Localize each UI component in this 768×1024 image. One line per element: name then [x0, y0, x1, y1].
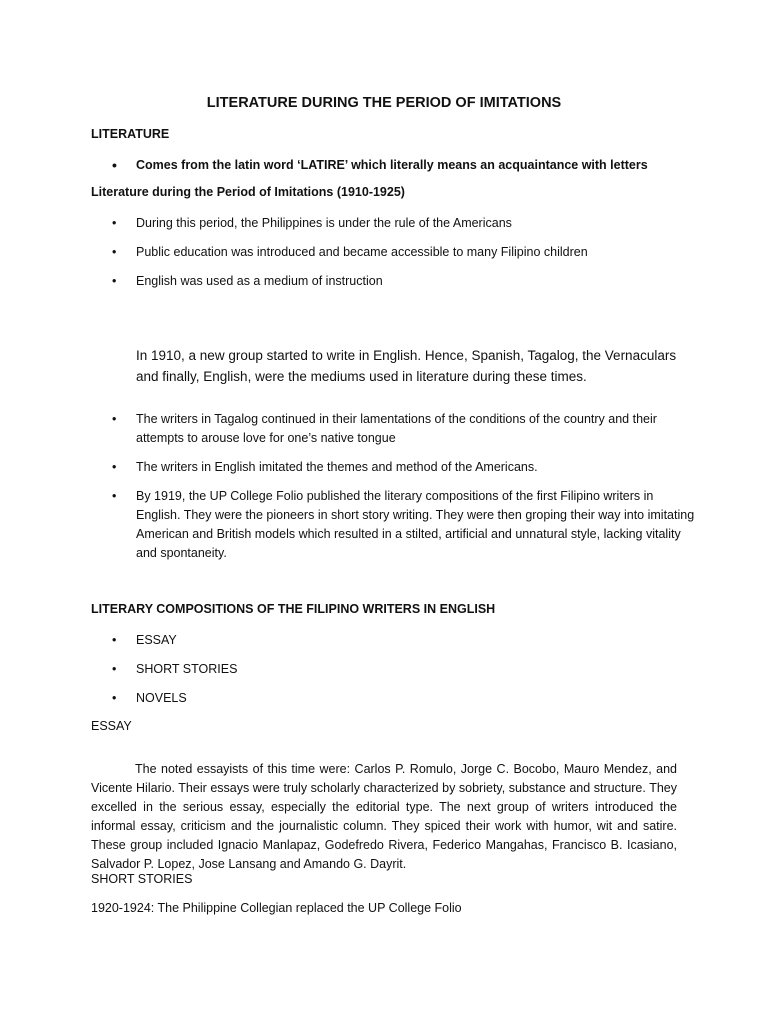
bullet-icon: •	[112, 662, 117, 676]
short-stories-heading: SHORT STORIES	[91, 872, 193, 886]
bullet-icon: •	[112, 691, 117, 705]
bullet-icon: •	[112, 489, 117, 503]
bullet-text: By 1919, the UP College Folio published the literary compositions of the first Filipino writers in English. They were the pioneers in short story writing. They were then groping their way into imitating American and British models which resulted in a stilted, artificial and unnatural style, lacking vitality and spontaneity.	[136, 489, 695, 560]
bullet-text: During this period, the Philippines is under the rule of the Americans	[136, 216, 512, 230]
document-title: LITERATURE DURING THE PERIOD OF IMITATIONS	[206, 95, 562, 111]
bullet-icon: •	[112, 216, 117, 230]
bullet-text: Comes from the latin word ‘LATIRE’ which literally means an acquaintance with letters	[136, 158, 648, 172]
compositions-heading: LITERARY COMPOSITIONS OF THE FILIPINO WRITERS IN ENGLISH	[91, 602, 496, 616]
bullet-text: The writers in English imitated the themes and method of the Americans.	[136, 460, 538, 474]
period-heading: Literature during the Period of Imitations (1910-1925)	[91, 185, 405, 199]
bullet-icon: •	[112, 412, 117, 426]
bullet-icon: •	[112, 633, 117, 647]
bullet-text: The writers in Tagalog continued in their lamentations of the conditions of the country and their attempts to arouse love for one’s native tongue	[136, 412, 657, 445]
essay-paragraph: The noted essayists of this time were: Carlos P. Romulo, Jorge C. Bocobo, Mauro Mendez, and Vicente Hilario. Their essays were truly scholarly characterized by sobriety, substance and structure. They excelled in the serious essay, especially the editorial type. The next group of writers introduced the informal essay, criticism and the journalistic column. They spiced their work with humor, wit and satire. These group included Ignacio Manlapaz, Godefredo Rivera, Federico Mangahas, Francisco B. Icasiano, Salvador P. Lopez, Jose Lansang and Amando G. Dayrit.	[91, 761, 677, 871]
bullet-text: NOVELS	[136, 691, 187, 705]
intro-paragraph: In 1910, a new group started to write in English. Hence, Spanish, Tagalog, the Vernaculars and finally, English, were the mediums used in literature during these times.	[136, 347, 677, 384]
bullet-text: SHORT STORIES	[136, 662, 238, 676]
bullet-icon: •	[112, 245, 117, 259]
essay-heading: ESSAY	[91, 719, 132, 733]
literature-heading: LITERATURE	[91, 127, 170, 141]
bullet-icon: •	[112, 274, 117, 288]
bullet-icon: •	[112, 460, 117, 474]
bullet-icon: •	[112, 157, 117, 173]
bullet-text: ESSAY	[136, 633, 177, 647]
bullet-text: Public education was introduced and became accessible to many Filipino children	[136, 245, 588, 259]
short-stories-line: 1920-1924: The Philippine Collegian replaced the UP College Folio	[91, 901, 462, 915]
bullet-text: English was used as a medium of instruction	[136, 274, 383, 288]
